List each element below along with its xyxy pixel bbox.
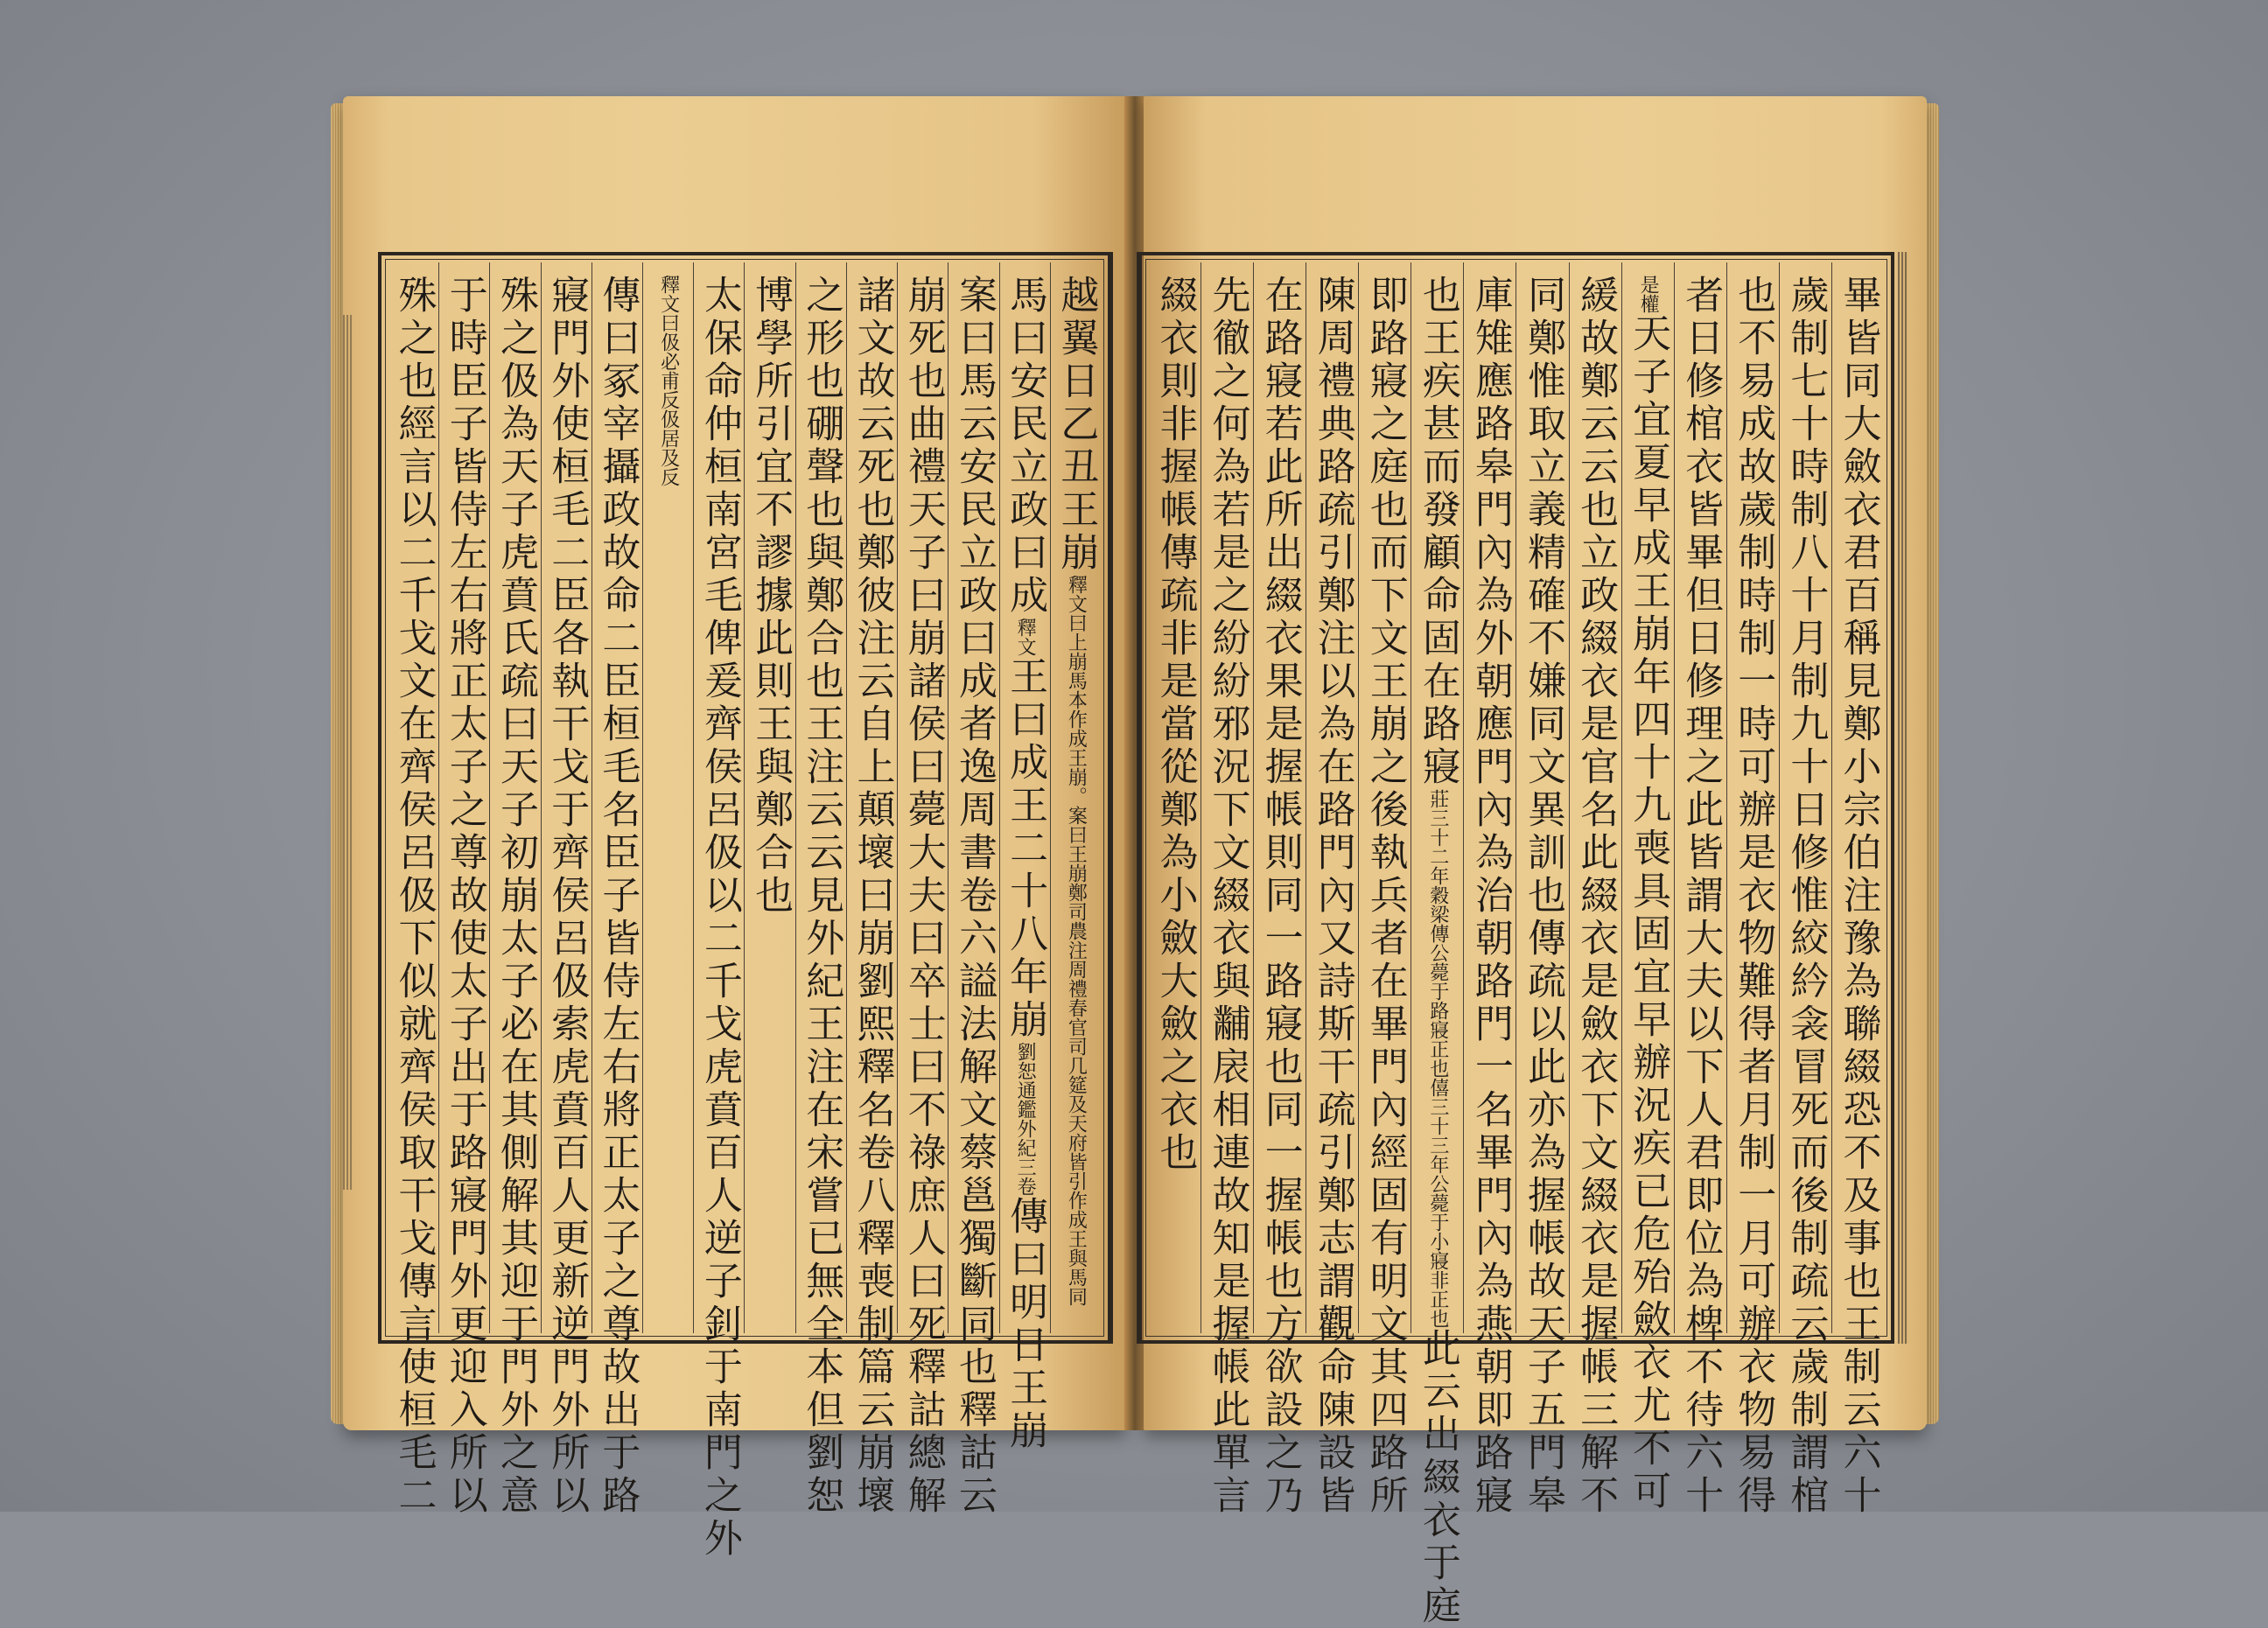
- main-text: 馬曰安民立政曰成: [1003, 275, 1048, 618]
- text-column: [438, 262, 489, 1518]
- column-text: [1054, 275, 1099, 1333]
- main-text: 同鄭惟取立義精確不嫌同文異訓也傳疏以此亦為握帳故天子五門皋: [1520, 275, 1565, 1518]
- main-text: 傳曰明日王崩: [1003, 1196, 1048, 1453]
- main-text: 畢皆同大斂衣君百稱見鄭小宗伯注豫為聯綴恐不及事也王制云六十: [1836, 275, 1881, 1518]
- main-text: 天子宜夏早成王崩年四十九喪具固宜早辦況疾已危殆斂衣尤不可: [1626, 313, 1671, 1513]
- main-text: 傳曰冢宰攝政故命二臣桓毛名臣子皆侍左右將正太子之尊故出于路: [595, 275, 640, 1518]
- column-text: [900, 275, 946, 1518]
- main-text: 在路寢若此所出綴衣果是握帳則同一路寢也同一握帳也方欲設之乃: [1257, 275, 1303, 1518]
- column-text: [1731, 275, 1776, 1518]
- right-page: [1144, 96, 1927, 1628]
- text-column: [1831, 262, 1884, 1518]
- text-column: [1200, 262, 1253, 1518]
- column-text: [649, 275, 688, 1333]
- text-column: [388, 262, 438, 1518]
- left-columns: [388, 262, 1101, 1561]
- interlinear-note: 莊三十二年穀梁傳公薨于路寢正也僖三十三年公薨于小寢非正也: [1426, 789, 1449, 1328]
- text-column: [489, 262, 540, 1518]
- text-column: [948, 262, 998, 1518]
- column-text: [1310, 275, 1355, 1518]
- text-column: [1674, 262, 1726, 1518]
- main-text: 綴衣則非握帳傳疏非是當從鄭為小斂大斂之衣也: [1152, 275, 1198, 1175]
- text-column: [1621, 262, 1674, 1513]
- column-text: [1626, 275, 1671, 1513]
- column-text: [748, 275, 794, 1333]
- main-text: 此云出綴衣于庭: [1415, 1328, 1460, 1628]
- main-text: 殊之也經言以二千戈文在齊侯呂伋下似就齊侯取干戈傳言使桓毛二: [391, 275, 437, 1518]
- column-text: [1362, 275, 1408, 1518]
- text-column: [1149, 262, 1200, 1333]
- column-text: [493, 275, 538, 1518]
- left-fold-edge: [343, 315, 354, 1190]
- main-text: 越翼日乙丑王崩: [1054, 275, 1099, 575]
- text-column: [1410, 262, 1463, 1628]
- main-text: 者日修棺衣皆畢但日修理之此皆謂大夫以下人君即位為椑不待六十: [1678, 275, 1724, 1518]
- interlinear-note: 劉恕通鑑外紀三卷: [1014, 1042, 1037, 1196]
- column-text: [391, 275, 437, 1518]
- main-text: 先徹之何為若是之紛紛邪況下文綴衣與黼扆相連故知是握帳此單言: [1205, 275, 1250, 1518]
- main-text: 案曰馬云安民立政曰成者逸周書卷六謚法解文蔡邕獨斷同也釋詁云: [951, 275, 997, 1518]
- column-text: [1257, 275, 1303, 1518]
- column-text: [544, 275, 590, 1518]
- main-text: 歲制七十時制八十月制九十日修惟絞紟衾冒死而後制疏云歲制謂棺: [1783, 275, 1829, 1518]
- main-text: 于時臣子皆侍左右將正太子之尊故使太子出于路寢門外更迎入所以: [442, 275, 487, 1518]
- main-text: 崩死也曲禮天子曰崩諸侯曰薨大夫曰卒士曰不祿庶人曰死釋詁總解: [900, 275, 946, 1518]
- main-text: 殊之伋為天子虎賁氏疏曰天子初崩太子必在其側解其迎于門外之意: [493, 275, 538, 1518]
- column-text: [1836, 275, 1881, 1518]
- text-column: [1779, 262, 1831, 1518]
- main-text: 寢門外使桓毛二臣各執干戈于齊侯呂伋索虎賁百人更新逆門外所以: [544, 275, 590, 1518]
- right-text-frame: [1137, 252, 1894, 1628]
- column-text: [1415, 275, 1460, 1628]
- text-column: [795, 262, 846, 1518]
- text-column: [1569, 262, 1621, 1518]
- column-text: [951, 275, 997, 1518]
- main-text: 緩故鄭云云也立政綴衣是官名此綴衣是斂衣下文綴衣是握帳三解不: [1573, 275, 1619, 1518]
- main-text: 也王疾甚而發顧命固在路寢: [1415, 275, 1460, 789]
- column-text: [595, 275, 640, 1518]
- left-text-frame: [378, 252, 1113, 1561]
- text-column: [897, 262, 948, 1518]
- column-text: [1573, 275, 1619, 1518]
- main-text: 諸文故云死也鄭彼注云自上顛壞曰崩劉熙釋名卷八釋喪制篇云崩壞: [850, 275, 895, 1518]
- main-text: 也不易成故歲制時制一時可辦是衣物難得者月制一月可辦衣物易得: [1731, 275, 1776, 1518]
- column-text: [850, 275, 895, 1518]
- open-book: [343, 96, 1927, 1628]
- main-text: 太保命仲桓南宮毛俾爰齊侯呂伋以二千戈虎賁百人逆子釗于南門之外: [696, 275, 742, 1561]
- right-fold-edge: [1898, 252, 1908, 1344]
- column-text: [1783, 275, 1829, 1518]
- column-text: [442, 275, 487, 1518]
- text-column: [1050, 262, 1101, 1333]
- main-text: 陳周禮典路疏引鄭注以為在路門內又詩斯干疏引鄭志謂觀命陳設皆: [1310, 275, 1355, 1518]
- column-text: [1003, 275, 1048, 1453]
- interlinear-note: 是權: [1637, 275, 1660, 313]
- text-column: [642, 262, 693, 1333]
- main-text: 之形也硼聲也與鄭合也王注云云見外紀王注在宋嘗已無全本但劉恕: [799, 275, 844, 1518]
- column-text: [1152, 275, 1198, 1333]
- main-text: 即路寢之庭也而下文王崩之後執兵者在畢門內經固有明文其四路所: [1362, 275, 1408, 1518]
- main-text: 博學所引宜不謬據此則王與鄭合也: [748, 275, 794, 918]
- main-text: 庫雉應路皋門內為外朝應門內為治朝路門一名畢門內為燕朝即路寢: [1467, 275, 1513, 1518]
- text-column: [693, 262, 744, 1561]
- text-column: [1306, 262, 1358, 1518]
- column-text: [1520, 275, 1565, 1518]
- left-page: [343, 96, 1126, 1561]
- text-column: [1726, 262, 1779, 1518]
- interlinear-note: 釋文: [1014, 618, 1037, 656]
- column-text: [799, 275, 844, 1518]
- text-column: [1358, 262, 1410, 1518]
- text-column: [1463, 262, 1516, 1518]
- main-text: 王曰成王二十八年崩: [1003, 656, 1048, 1042]
- text-column: [846, 262, 897, 1518]
- text-column: [1516, 262, 1568, 1518]
- text-column: [1253, 262, 1306, 1518]
- text-column: [541, 262, 592, 1518]
- interlinear-note: 釋文曰上崩馬本作成王崩。案曰王崩鄭司農注周禮春官司几筵及天府皆引作成王與馬同: [1065, 575, 1088, 1306]
- column-text: [1205, 275, 1250, 1518]
- column-text: [1678, 275, 1724, 1518]
- column-text: [696, 275, 742, 1561]
- text-column: [744, 262, 794, 1333]
- interlinear-note: 釋文曰伋必甫反伋居及反: [657, 275, 680, 486]
- text-column: [999, 262, 1050, 1453]
- right-columns: [1149, 262, 1884, 1628]
- column-text: [1467, 275, 1513, 1518]
- text-column: [592, 262, 642, 1518]
